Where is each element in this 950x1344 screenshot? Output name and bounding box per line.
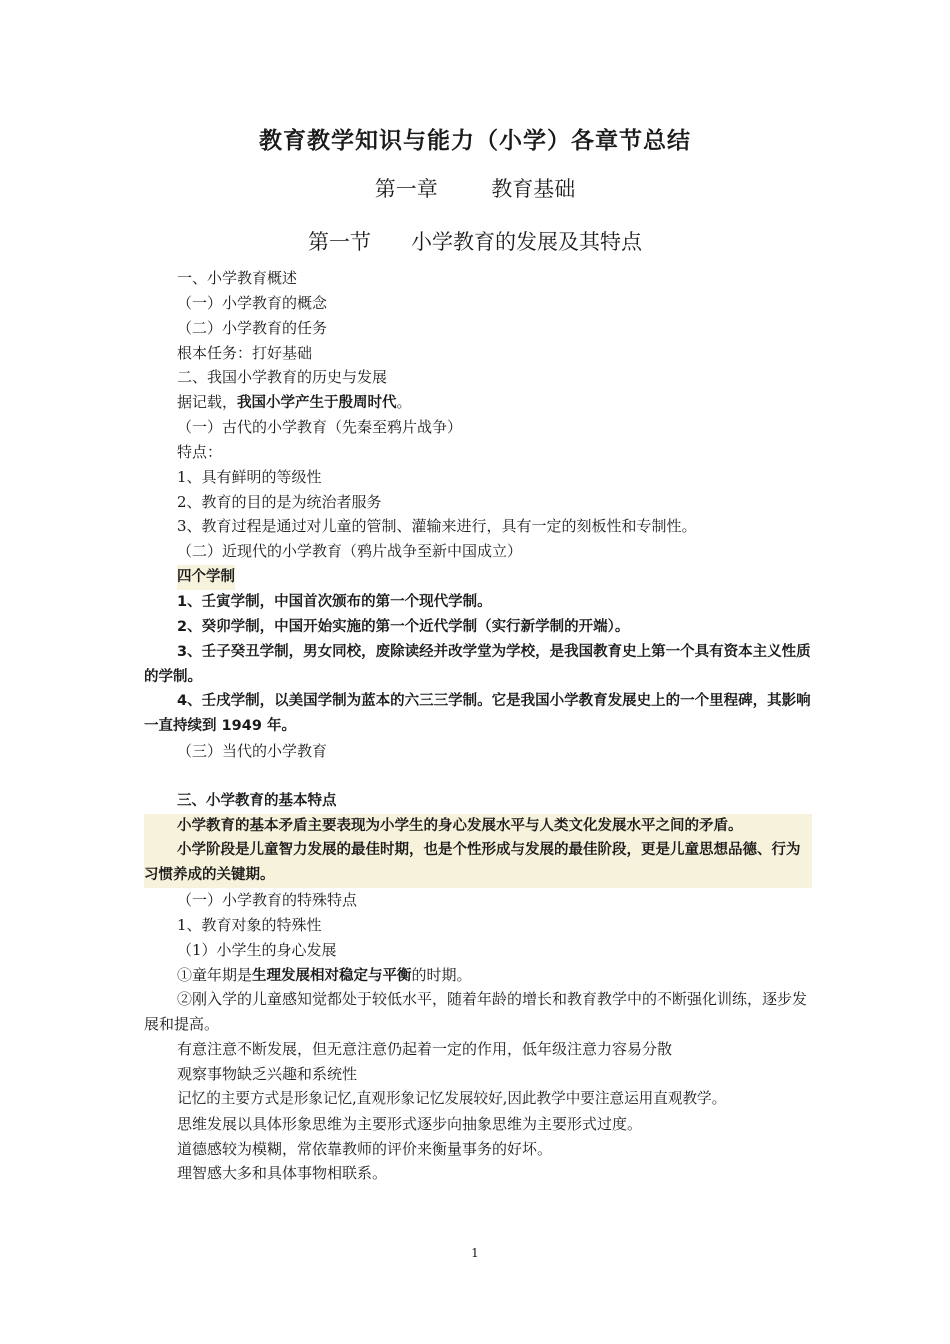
paragraph: 观察事物缺乏兴趣和系统性: [177, 1065, 358, 1083]
heading-four-systems: 四个学制: [177, 565, 235, 590]
list-item-bold: 4、壬戌学制，以美国学制为蓝本的六三三学制。它是我国小学教育发展史上的一个里程碑，其影响一直持续到 1949 年。: [144, 693, 811, 735]
list-item: （1）小学生的身心发展: [177, 940, 337, 959]
paragraph: 有意注意不断发展，但无意注意仍起着一定的作用，低年级注意力容易分散: [177, 1040, 673, 1059]
spacer: [144, 764, 812, 789]
subheading-contemporary: （三）当代的小学教育: [177, 742, 328, 761]
paragraph-record: [144, 390, 812, 415]
paragraph: 道德感较为模糊，常依靠教师的评价来衡量事务的好坏。: [177, 1139, 553, 1158]
highlighted-paragraph: 小学教育的基本矛盾主要表现为小学生的身心发展水平与人类文化发展水平之间的矛盾。: [144, 814, 812, 839]
text-run: 据记载，: [177, 393, 238, 412]
text-run: ①童年期是: [177, 965, 253, 984]
list-item: 1、具有鲜明的等级性: [177, 467, 322, 486]
paragraph: ②刚入学的儿童感知觉都处于较低水平，随着年龄的增长和教育教学中的不断强化训练，逐步发展和提高。: [144, 990, 808, 1034]
subheading-modern: （二）近现代的小学教育（鸦片战争至新中国成立）: [177, 542, 523, 561]
text-fundamental-task: 根本任务：打好基础: [177, 343, 313, 362]
bold-run: 生理发展相对稳定与平衡: [252, 967, 412, 984]
document-title: 教育教学知识与能力（小学）各章节总结: [259, 128, 691, 154]
list-item-bold: 3、壬子癸丑学制，男女同校，废除读经并改学堂为学校，是我国教育史上第一个具有资本主义性质的学制。: [144, 643, 811, 685]
bold-run: 我国小学产生于殷周时代: [237, 395, 397, 412]
subheading-concept: （一）小学教育的概念: [177, 293, 328, 312]
subheading-special: （一）小学教育的特殊特点: [177, 891, 358, 910]
highlighted-paragraph: 小学阶段是儿童智力发展的最佳时期，也是个性形成与发展的最佳阶段，更是儿童思想品德、行为习惯养成的关键期。: [144, 838, 812, 888]
heading-overview: 一、小学教育概述: [177, 269, 298, 287]
list-item: 2、教育的目的是为统治者服务: [177, 492, 382, 511]
paragraph-childhood: [144, 963, 812, 988]
text-run: 。: [396, 393, 412, 412]
paragraph: 记忆的主要方式是形象记忆,直观形象记忆发展较好,因此教学中要注意运用直观教学。: [177, 1089, 727, 1107]
list-item: 3、教育过程是通过对儿童的管制、灌输来进行，具有一定的刻板性和专制性。: [177, 517, 697, 536]
list-item-bold: 2、癸卯学制，中国开始实施的第一个近代学制（实行新学制的开端）。: [177, 618, 630, 635]
paragraph: 思维发展以具体形象思维为主要形式逐步向抽象思维为主要形式过度。: [177, 1114, 643, 1133]
list-item-bold: 1、壬寅学制，中国首次颁布的第一个现代学制。: [177, 593, 492, 610]
text-run: 的时期。: [411, 965, 472, 984]
paragraph: 理智感大多和具体事物相联系。: [177, 1164, 388, 1183]
page-number: 1: [471, 1246, 479, 1260]
subheading-ancient: （一）古代的小学教育（先秦至鸦片战争）: [177, 418, 463, 437]
heading-history: 二、我国小学教育的历史与发展: [177, 368, 388, 387]
chapter-heading: 第一章 教育基础: [374, 177, 576, 201]
section-heading: 第一节 小学教育的发展及其特点: [307, 230, 643, 254]
document-body: [144, 266, 812, 1186]
subheading-task: （二）小学教育的任务: [177, 318, 328, 337]
heading-basic-features: 三、小学教育的基本特点: [177, 792, 337, 809]
text-features-label: 特点：: [177, 442, 223, 461]
list-item: 1、教育对象的特殊性: [177, 915, 322, 934]
